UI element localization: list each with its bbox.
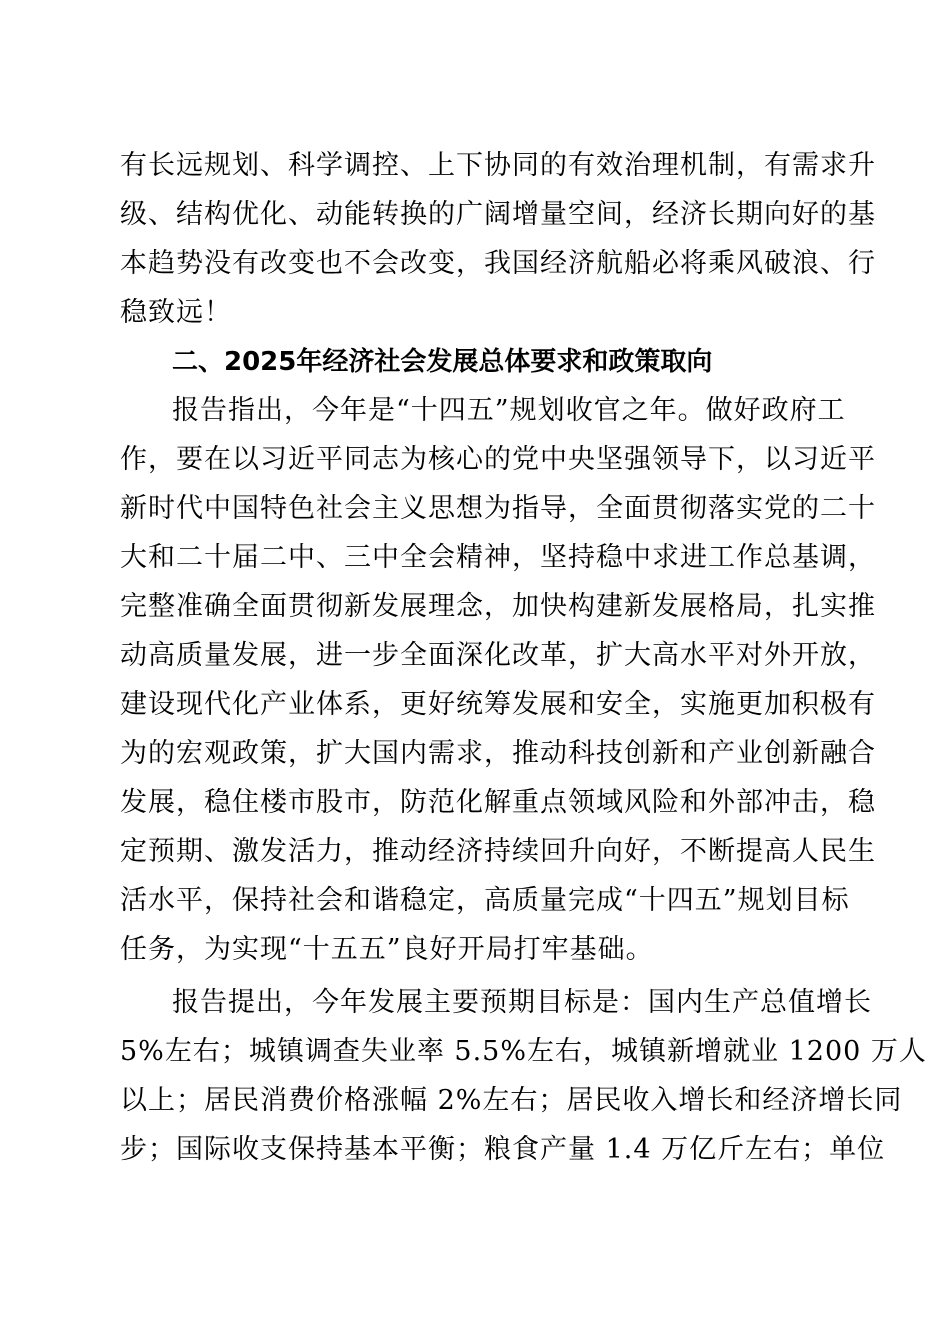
paragraph-2-line: 任务，为实现“十五五”良好开局打牢基础。 [120,934,654,965]
paragraph-1-line: 有长远规划、科学调控、上下协同的有效治理机制，有需求升 [120,150,876,181]
paragraph-2-line: 作，要在以习近平同志为核心的党中央坚强领导下，以习近平 [120,444,876,475]
paragraph-2-line: 建设现代化产业体系，更好统筹发展和安全，实施更加积极有 [120,689,876,720]
paragraph-3-line: 以上；居民消费价格涨幅 2%左右；居民收入增长和经济增长同 [120,1085,903,1116]
paragraph-2-line: 动高质量发展，进一步全面深化改革，扩大高水平对外开放， [120,640,876,671]
paragraph-2-line: 活水平，保持社会和谐稳定，高质量完成“十四五”规划目标 [120,885,850,916]
paragraph-2-line: 完整准确全面贯彻新发展理念，加快构建新发展格局，扎实推 [120,591,876,622]
paragraph-3-line: 报告提出，今年发展主要预期目标是：国内生产总值增长 [172,987,872,1018]
paragraph-3-line: 步；国际收支保持基本平衡；粮食产量 1.4 万亿斤左右；单位 [120,1134,886,1165]
paragraph-2-line: 新时代中国特色社会主义思想为指导，全面贯彻落实党的二十 [120,493,876,524]
paragraph-2-line: 报告指出，今年是“十四五”规划收官之年。做好政府工 [172,395,846,426]
paragraph-2-line: 大和二十届二中、三中全会精神，坚持稳中求进工作总基调， [120,542,876,573]
paragraph-1-line: 级、结构优化、动能转换的广阔增量空间，经济长期向好的基 [120,199,876,230]
section-heading: 二、2025年经济社会发展总体要求和政策取向 [172,347,713,377]
paragraph-2-line: 定预期、激发活力，推动经济持续回升向好，不断提高人民生 [120,836,876,867]
paragraph-2-line: 为的宏观政策，扩大国内需求，推动科技创新和产业创新融合 [120,738,876,769]
paragraph-2-line: 发展，稳住楼市股市，防范化解重点领域风险和外部冲击，稳 [120,787,876,818]
paragraph-3-line: 5%左右；城镇调查失业率 5.5%左右，城镇新增就业 1200 万人 [120,1036,927,1067]
paragraph-1-line: 稳致远！ [120,297,232,328]
paragraph-1-line: 本趋势没有改变也不会改变，我国经济航船必将乘风破浪、行 [120,248,876,279]
